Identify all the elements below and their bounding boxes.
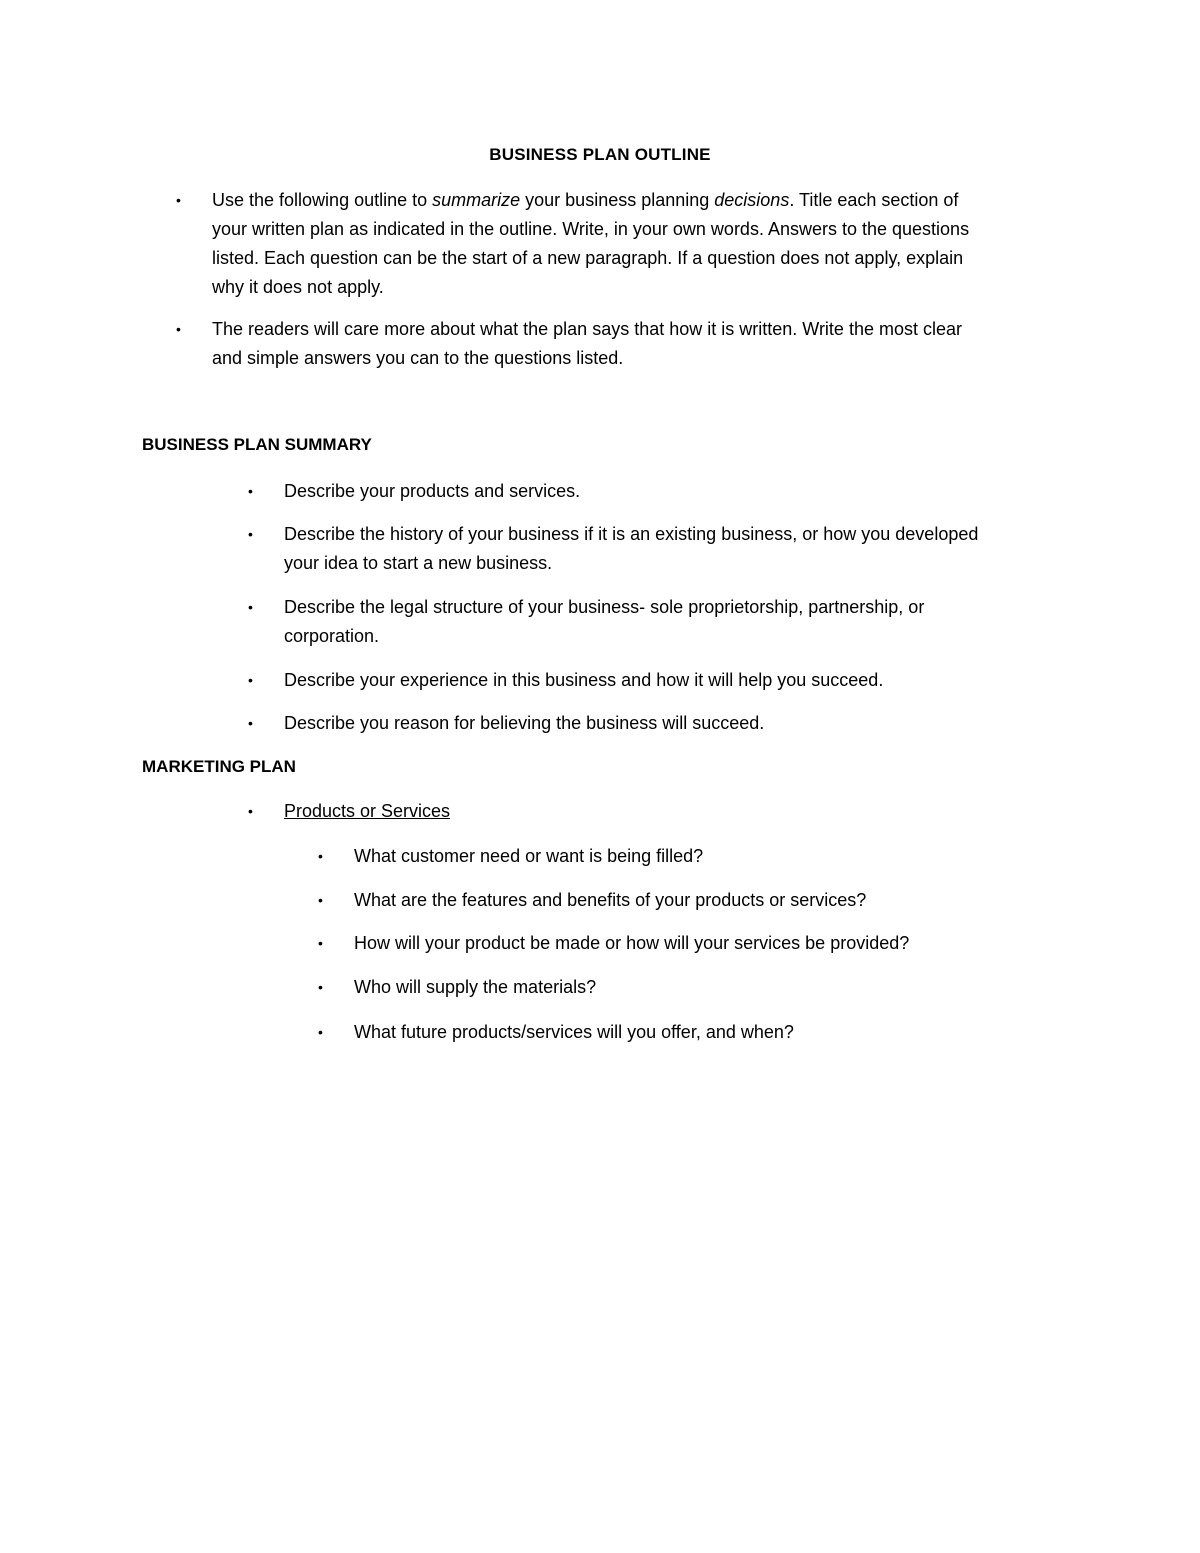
summary-item-text: Describe the history of your business if it is an existing business, or how you developed your idea to start a new business.	[284, 524, 979, 573]
marketing-question	[318, 886, 1118, 915]
section-heading-marketing: MARKETING PLAN	[142, 757, 296, 776]
marketing-question	[318, 842, 1118, 871]
intro-line: Use the following outline to summarize your business planning decisions. Title each section of	[212, 190, 959, 210]
question-text: How will your product be made or how will your services be provided?	[354, 933, 910, 953]
page-title: BUSINESS PLAN OUTLINE	[489, 145, 711, 164]
question-text: Who will supply the materials?	[354, 977, 597, 997]
bullet-icon: •	[248, 672, 253, 688]
bullet-icon: •	[248, 599, 253, 615]
bullet-icon: •	[318, 848, 323, 864]
marketing-sub-item	[248, 797, 1098, 826]
marketing-question	[318, 973, 1118, 1002]
emphasis-text: summarize	[432, 190, 521, 210]
intro-bullet-1	[176, 186, 1076, 302]
summary-item-text: Describe your experience in this business and how it will help you succeed.	[284, 670, 884, 690]
intro-paragraph-2	[212, 315, 1076, 373]
intro-line: listed. Each question can be the start of a new paragraph. If a question does not apply, explain	[212, 248, 964, 268]
bullet-icon: •	[248, 483, 253, 499]
summary-item-text: Describe you reason for believing the business will succeed.	[284, 713, 765, 733]
section-heading-summary: BUSINESS PLAN SUMMARY	[142, 435, 372, 454]
summary-item	[248, 593, 1098, 651]
summary-item	[248, 477, 1098, 506]
summary-item	[248, 709, 1098, 738]
summary-item	[248, 666, 1098, 695]
bullet-icon: •	[248, 803, 253, 819]
intro-line: your written plan as indicated in the outline. Write, in your own words. Answers to the questions	[212, 219, 970, 239]
summary-item	[248, 520, 1098, 578]
bullet-icon: •	[176, 321, 181, 337]
summary-item-text: Describe your products and services.	[284, 481, 581, 501]
question-text: What future products/services will you offer, and when?	[354, 1022, 794, 1042]
bullet-icon: •	[318, 979, 323, 995]
marketing-question	[318, 1018, 1118, 1047]
emphasis-text: decisions	[714, 190, 790, 210]
bullet-icon: •	[248, 715, 253, 731]
intro-paragraph-1	[212, 186, 1076, 302]
intro-line: The readers will care more about what the plan says that how it is written. Write the most clear	[212, 319, 962, 339]
question-text: What customer need or want is being filled?	[354, 846, 704, 866]
intro-bullet-2	[176, 315, 1076, 373]
bullet-icon: •	[176, 192, 181, 208]
bullet-icon: •	[248, 526, 253, 542]
bullet-icon: •	[318, 1024, 323, 1040]
intro-line: why it does not apply.	[212, 277, 384, 297]
summary-item-text: Describe the legal structure of your business- sole proprietorship, partnership, or corporation.	[284, 597, 925, 646]
question-text: What are the features and benefits of your products or services?	[354, 890, 867, 910]
marketing-question	[318, 929, 1118, 958]
bullet-icon: •	[318, 892, 323, 908]
products-services-heading: Products or Services	[284, 801, 451, 821]
bullet-icon: •	[318, 935, 323, 951]
intro-line: and simple answers you can to the questions listed.	[212, 348, 624, 368]
